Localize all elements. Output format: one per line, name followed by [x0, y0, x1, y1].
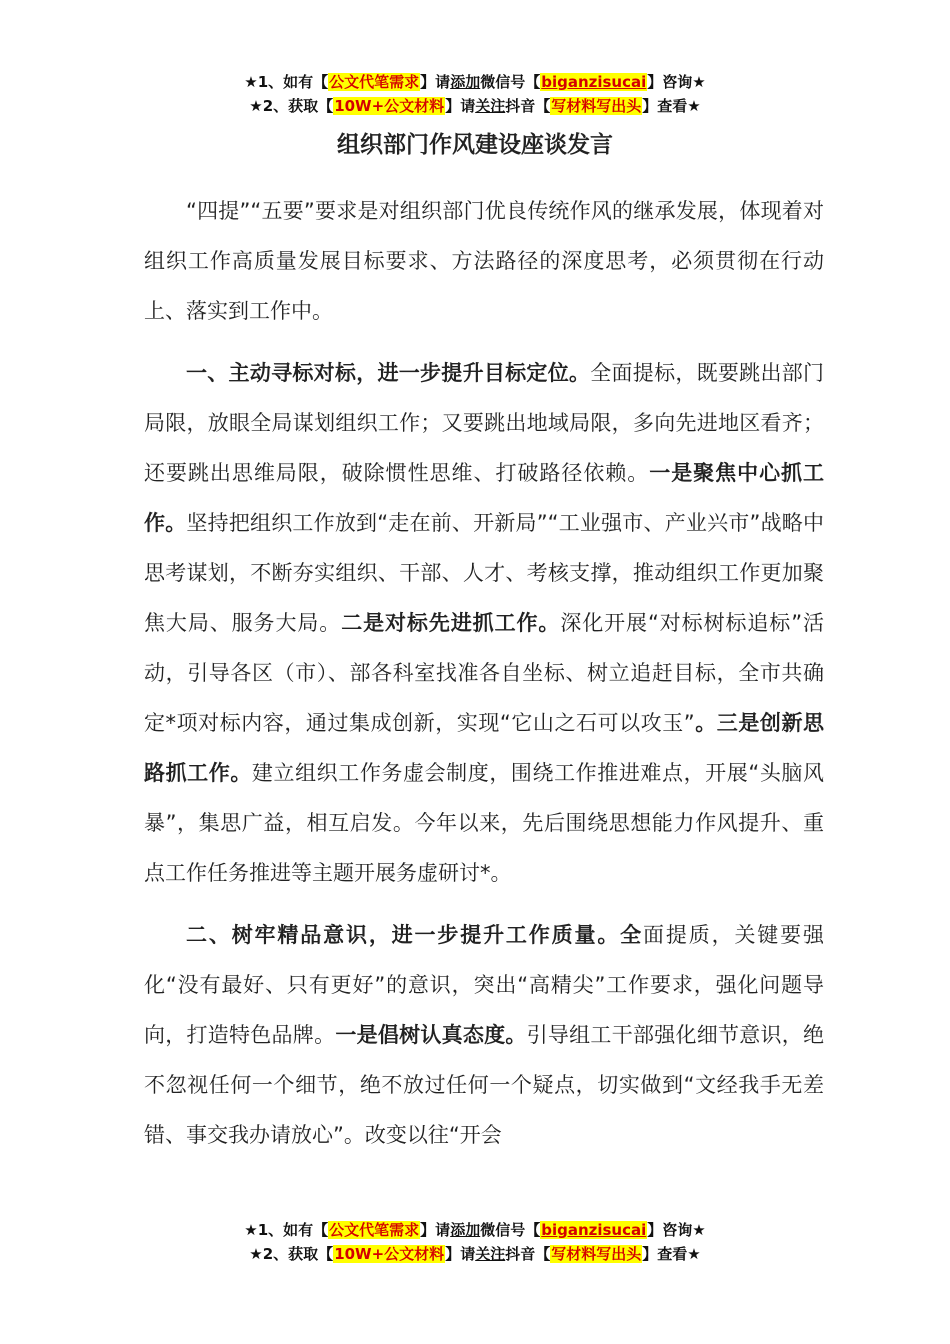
highlight-materials: 10W+公文材料 — [334, 1245, 445, 1263]
banner-text: 抖音【 — [505, 97, 551, 115]
point-heading: 一是倡树认真态度。 — [335, 1023, 527, 1047]
section-heading: 一、主动寻标对标，进一步提升目标定位。 — [186, 361, 591, 385]
banner-text: 】查看★ — [642, 1245, 701, 1263]
banner-line-1 — [0, 70, 950, 94]
highlight-service: 公文代笔需求 — [329, 73, 420, 91]
highlight-wechat-id: biganzisucai — [541, 1221, 647, 1239]
highlight-douyin: 写材料写出头 — [551, 97, 642, 115]
banner-text: 】咨询★ — [647, 1221, 706, 1239]
banner-line-2 — [0, 94, 950, 118]
banner-line-1 — [0, 1218, 950, 1242]
paragraph-text: 坚持把组织工作放到“走在前、开新局”“工业强市、产业兴市”战略中思考谋划，不断夯实组织、干部、人才、考核支撑，推动组织工作更加聚焦大局、服务大局。 — [144, 511, 825, 635]
paragraph-intro: “四提”“五要”要求是对组织部门优良传统作风的继承发展，体现着对组织工作高质量发展目标要求、方法路径的深度思考，必须贯彻在行动上、落实到工作中。 — [144, 199, 824, 323]
banner-text: 】请 — [445, 97, 476, 115]
paragraph-text: 全面提标，既要跳出部门局限，放眼全局谋划组织工作；又要跳出地域局限，多向先进地区看齐；还要跳出思维局限，破除惯性思维、打破路径依赖。 — [144, 361, 825, 485]
highlight-wechat-id: biganzisucai — [541, 73, 647, 91]
banner-text: 】请 — [420, 1221, 451, 1239]
document-title: 组织部门作风建设座谈发言 — [337, 132, 613, 158]
paragraph-text: 建立组织工作务虚会制度，围绕工作推进难点，开展“头脑风暴”，集思广益，相互启发。今年以来，先后围绕思想能力作风提升、重点工作任务推进等主题开展务虚研讨*。 — [144, 761, 824, 885]
banner-text: 微信号【 — [480, 73, 541, 91]
banner-text: 】请 — [420, 73, 451, 91]
banner-text: 抖音【 — [505, 1245, 551, 1263]
paragraph-text: 面提质，关键要强化“没有最好、只有更好”的意识，突出“高精尖”工作要求，强化问题导向，打造特色品牌。 — [144, 923, 825, 1047]
point-heading: 一是聚焦中心抓工作。 — [144, 461, 825, 535]
banner-text: 】请 — [445, 1245, 476, 1263]
section-heading: 二、树牢精品意识，进一步提升工作质量。全 — [186, 923, 644, 947]
banner-text: ★1、如有【 — [244, 1221, 329, 1239]
banner-text: ★1、如有【 — [244, 73, 329, 91]
highlight-service: 公文代笔需求 — [329, 1221, 420, 1239]
banner-text: 微信号【 — [480, 1221, 541, 1239]
banner-text: ★2、获取【 — [249, 97, 334, 115]
paragraph-section-1 — [144, 348, 824, 898]
banner-text-underlined: 关注 — [475, 1245, 506, 1263]
highlight-materials: 10W+公文材料 — [334, 97, 445, 115]
banner-text: 】咨询★ — [647, 73, 706, 91]
point-heading: 二是对标先进抓工作。 — [341, 611, 561, 635]
banner-line-2 — [0, 1242, 950, 1266]
banner-text-underlined: 添加 — [450, 1221, 481, 1239]
document-body — [144, 186, 824, 1160]
point-heading: 。三是创新思路抓工作。 — [144, 711, 824, 785]
bottom-banner — [0, 1218, 950, 1266]
banner-text-underlined: 关注 — [475, 97, 506, 115]
banner-text: 】查看★ — [642, 97, 701, 115]
top-banner — [0, 70, 950, 118]
paragraph-section-2 — [144, 910, 824, 1160]
highlight-douyin: 写材料写出头 — [551, 1245, 642, 1263]
paragraph-text: 引导组工干部强化细节意识，绝不忽视任何一个细节，绝不放过任何一个疑点，切实做到“文经我手无差错、事交我办请放心”。改变以往“开会 — [144, 1023, 825, 1147]
paragraph-text: 深化开展“对标树标追标”活动，引导各区（市）、部各科室找准各自坐标、树立追赶目标，全市共确定*项对标内容，通过集成创新，实现“它山之石可以攻玉” — [144, 611, 824, 735]
banner-text-underlined: 添加 — [450, 73, 481, 91]
banner-text: ★2、获取【 — [249, 1245, 334, 1263]
